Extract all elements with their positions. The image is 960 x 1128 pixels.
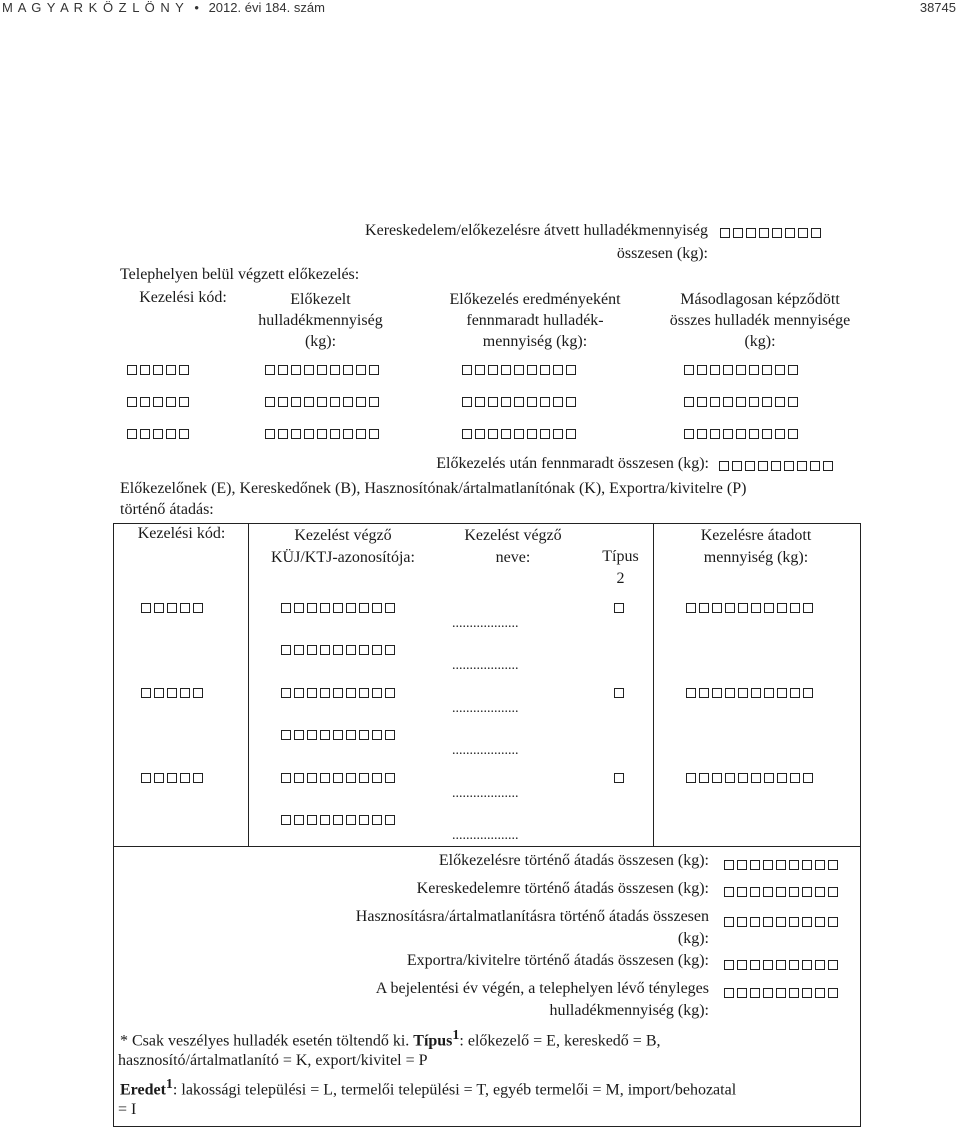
page-number: 38745 [919,0,956,15]
s1-col-code: Kezelési kód: [139,289,227,306]
s1-col3-l1: Előkezelés eredményeként [449,291,621,308]
total-pretreatment-label: Előkezelésre történő átadás összesen (kg): [438,852,709,869]
s2-col5-l1: Kezelésre átadott [700,527,812,544]
s2-id-input[interactable] [281,773,398,785]
total-recovery-input[interactable] [724,917,841,929]
s2-name-dots[interactable]: ................... [452,616,519,631]
s2-name-dots[interactable]: ................... [452,701,519,716]
yearend-label-2: hulladékmennyiség (kg): [549,1002,709,1019]
bullet: • [194,0,199,15]
footnote-origin-b: : lakossági települési = L, termelői települési = T, egyéb termelői = M, import/behozatal [172,1081,737,1099]
s2-col3-l1: Kezelést végző [464,527,562,544]
issue-number: 2012. évi 184. szám [208,0,325,15]
s2-code-input[interactable] [141,688,206,700]
s2-name-dots[interactable]: ................... [452,658,519,673]
s1-code-input[interactable] [127,365,192,377]
s1-remaining-total-label: Előkezelés után fennmaradt összesen (kg): [436,455,709,472]
s1-code-input[interactable] [127,429,192,441]
s2-col-name [438,525,588,569]
s2-col-quantity [653,525,859,569]
s1-col2-l2: hulladékmennyiség [258,312,383,329]
s2-code-input[interactable] [141,773,206,785]
s2-name-dots[interactable]: ................... [452,786,519,801]
total-received-label-1: Kereskedelem/előkezelésre átvett hulladékmennyiség [365,222,708,239]
s2-col-code: Kezelési kód: [137,525,226,542]
s1-pretreated-input[interactable] [265,429,382,441]
s1-col-remaining [420,289,650,352]
s1-col4-l2: összes hulladék mennyisége [669,312,851,329]
footnote-origin [120,1077,736,1099]
s1-secondary-input[interactable] [684,365,801,377]
s1-col-pretreated [248,289,393,352]
total-trade-label: Kereskedelemre történő átadás összesen (kg): [416,880,709,897]
section1-title: Telephelyen belül végzett előkezelés: [120,266,360,283]
footnote-type-2: hasznosító/ártalmatlanító = K, export/kivitel = P [118,1052,428,1069]
s1-col2-l3: (kg): [304,333,337,350]
footnote-type-a: * Csak veszélyes hulladék esetén töltendő ki. [120,1032,414,1050]
s2-type-input[interactable] [614,773,627,785]
row-divider [113,846,861,847]
s2-type-input[interactable] [614,688,627,700]
s2-col4-l2: 2 [616,570,625,587]
total-received-input[interactable] [720,228,824,240]
yearend-label-1: A bejelentési év végén, a telephelyen lévő tényleges [375,980,709,997]
running-header [2,0,325,15]
s1-remaining-input[interactable] [462,397,579,409]
footnote-type-c: : előkezelő = E, kereskedő = B, [459,1032,661,1050]
s2-col-type [588,546,653,590]
s1-remaining-total-input[interactable] [719,461,836,473]
total-recovery-label-2: (kg): [677,930,709,947]
s1-remaining-input[interactable] [462,365,579,377]
s1-col-secondary [640,289,880,352]
s2-col4-l1: Típus [602,548,639,565]
total-pretreatment-input[interactable] [724,860,841,872]
total-export-label: Exportra/kivitelre történő átadás összesen (kg): [406,952,709,969]
s1-pretreated-input[interactable] [265,397,382,409]
s2-quantity-input[interactable] [686,773,816,785]
total-trade-input[interactable] [724,887,841,899]
footnote-origin-a: Eredet [120,1081,166,1099]
s1-secondary-input[interactable] [684,429,801,441]
s2-id-input[interactable] [281,688,398,700]
s1-pretreated-input[interactable] [265,365,382,377]
s2-col-id [248,525,438,569]
s2-id-input[interactable] [281,603,398,615]
total-received-label-2: összesen (kg): [616,245,708,262]
total-recovery-label-1: Hasznosításra/ártalmatlanításra történő átadás összesen [355,908,709,925]
footnote-origin-2: = I [118,1101,137,1118]
footnote-type [120,1028,661,1050]
s1-col2-l1: Előkezelt [290,291,351,308]
s1-col3-l3: mennyiség (kg): [482,333,588,350]
s2-col2-l2: KÜJ/KTJ-azonosítója: [271,549,415,566]
s1-col3-l2: fennmaradt hulladék- [466,312,604,329]
s2-code-input[interactable] [141,603,206,615]
s2-quantity-input[interactable] [686,688,816,700]
s2-col2-l1: Kezelést végző [294,527,392,544]
publication-title: M A G Y A R K Ö Z L Ö N Y [2,0,185,15]
s2-id-input[interactable] [281,730,398,742]
col-divider-2 [653,523,654,846]
s2-col3-l2: neve: [495,549,531,566]
footnote-type-sup: 1 [452,1028,460,1043]
s2-id-input[interactable] [281,645,398,657]
footnote-origin-sup: 1 [165,1077,173,1092]
s1-remaining-input[interactable] [462,429,579,441]
s2-quantity-input[interactable] [686,603,816,615]
footnote-type-b: Típus [413,1032,453,1050]
total-export-input[interactable] [724,960,841,972]
s2-intro-2: történő átadás: [120,501,214,518]
s1-code-input[interactable] [127,397,192,409]
s2-id-input[interactable] [281,815,398,827]
col-divider-1 [248,523,249,846]
s1-secondary-input[interactable] [684,397,801,409]
s2-type-input[interactable] [614,603,627,615]
yearend-input[interactable] [724,988,841,1000]
s2-intro-1: Előkezelőnek (E), Kereskedőnek (B), Hasznosítónak/ártalmatlanítónak (K), Exportra/kivitelre (P) [120,480,747,497]
s2-col5-l2: mennyiség (kg): [703,549,809,566]
s2-name-dots[interactable]: ................... [452,828,519,843]
s1-col4-l1: Másodlagosan képződött [680,291,840,308]
s1-col4-l3: (kg): [744,333,776,350]
s2-name-dots[interactable]: ................... [452,743,519,758]
